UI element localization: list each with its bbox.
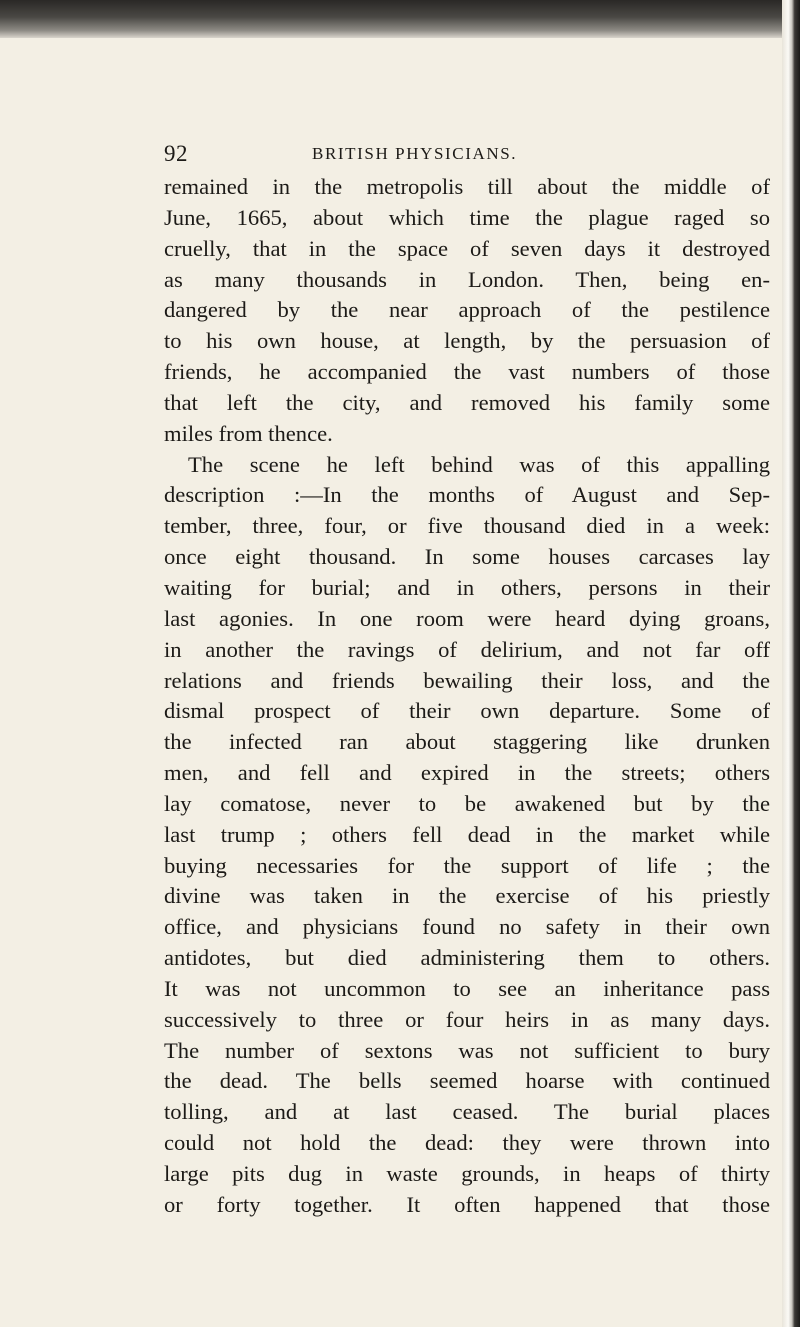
text-line: as many thousands in London. Then, being en- [164, 266, 770, 292]
text-line: description :—In the months of August and Sep- [164, 482, 770, 508]
text-line: large pits dug in waste grounds, in heaps of thirty [164, 1161, 770, 1186]
text-line: waiting for burial; and in others, persons in their [164, 574, 770, 600]
text-line: the dead. The bells seemed hoarse with continued [164, 1068, 770, 1094]
scan-page-edge [782, 0, 800, 1327]
page-header [164, 141, 770, 171]
text-line: in another the ravings of delirium, and not far off [164, 636, 770, 662]
page-number: 92 [164, 141, 188, 166]
text-line: or forty together. It often happened that those [164, 1191, 770, 1217]
text-line: the infected ran about staggering like drunken [164, 729, 770, 755]
text-line: to his own house, at length, by the persuasion of [164, 328, 770, 354]
text-line: relations and friends bewailing their loss, and the [164, 667, 770, 693]
text-line: men, and fell and expired in the streets; others [164, 760, 770, 786]
text-line: friends, he accompanied the vast numbers of those [164, 359, 770, 385]
text-line: last trump ; others fell dead in the market while [164, 821, 770, 847]
text-line: tember, three, four, or five thousand died in a week: [164, 513, 770, 539]
text-line: antidotes, but died administering them to others. [164, 945, 770, 971]
text-line: buying necessaries for the support of life ; the [164, 852, 770, 878]
text-line: once eight thousand. In some houses carcases lay [164, 544, 770, 570]
text-line: remained in the metropolis till about the middle of [164, 174, 770, 199]
text-line: The number of sextons was not sufficient to bury [164, 1037, 770, 1063]
body-text [164, 172, 770, 1221]
text-line: The scene he left behind was of this appalling [188, 451, 770, 477]
text-line: tolling, and at last ceased. The burial places [164, 1099, 770, 1125]
running-head: BRITISH PHYSICIANS. [312, 144, 518, 163]
text-line: office, and physicians found no safety in their own [164, 914, 770, 940]
text-line: that left the city, and removed his family some [164, 389, 770, 415]
text-line: successively to three or four heirs in as many days. [164, 1006, 770, 1032]
text-line: cruelly, that in the space of seven days it destroyed [164, 235, 770, 261]
text-line: last agonies. In one room were heard dying groans, [164, 605, 770, 631]
text-line: June, 1665, about which time the plague raged so [164, 204, 770, 230]
text-line: It was not uncommon to see an inheritance pass [164, 975, 770, 1001]
text-line: miles from thence. [164, 420, 333, 446]
text-line: divine was taken in the exercise of his priestly [164, 883, 770, 909]
text-line: dangered by the near approach of the pestilence [164, 297, 770, 323]
text-line: lay comatose, never to be awakened but by the [164, 790, 770, 816]
text-line: could not hold the dead: they were thrown into [164, 1130, 770, 1156]
text-line: dismal prospect of their own departure. Some of [164, 698, 770, 724]
